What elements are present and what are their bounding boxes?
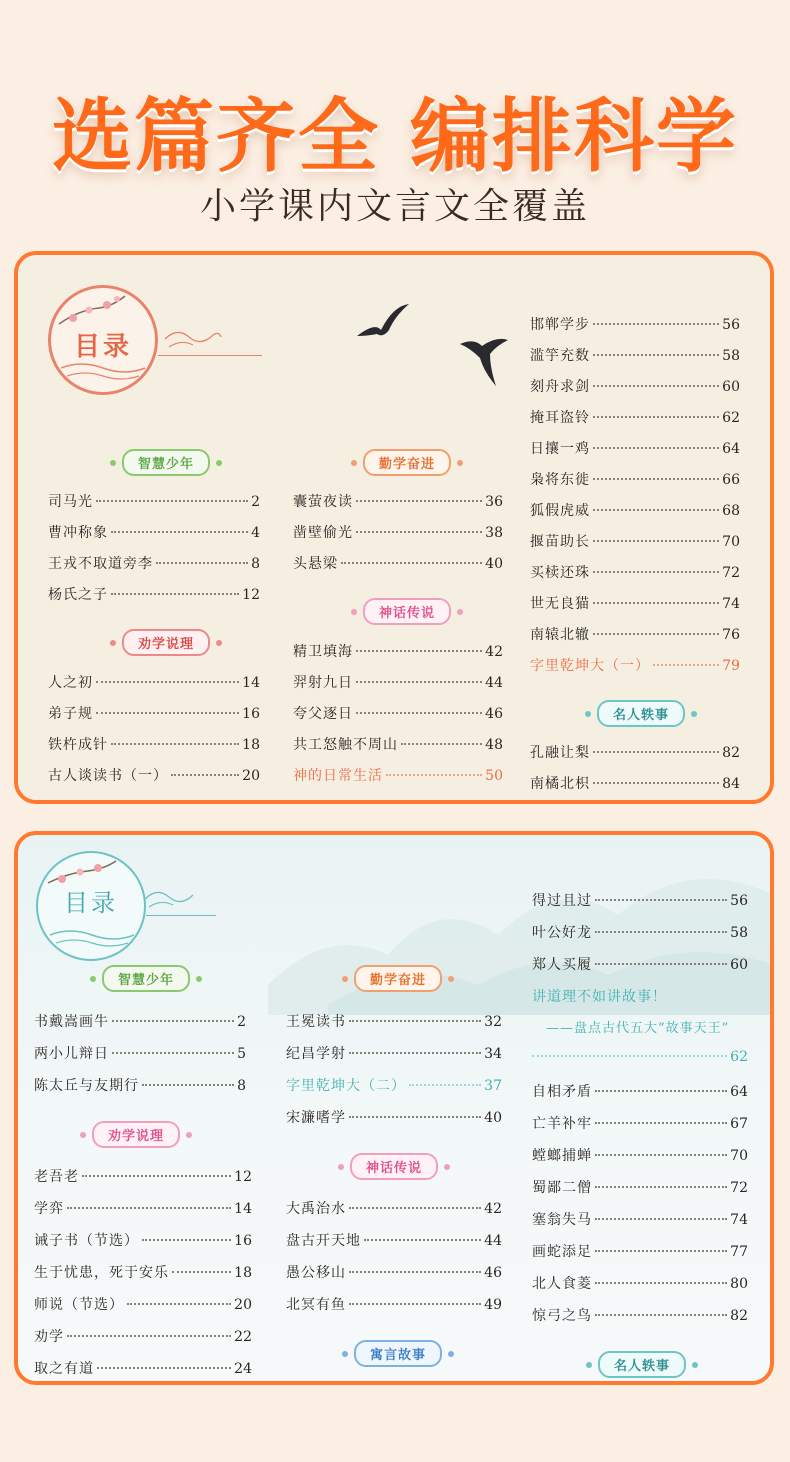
toc-entry[interactable]: 得过且过 56 bbox=[532, 893, 748, 909]
toc-logo-text: 目录 bbox=[64, 889, 118, 917]
toc-entry[interactable]: 北人食菱 80 bbox=[532, 1276, 748, 1292]
toc-entry[interactable]: 老吾老 12 bbox=[34, 1169, 252, 1185]
toc-entry-highlight[interactable]: 62 bbox=[532, 1049, 748, 1065]
toc-entry[interactable]: 狐假虎威 68 bbox=[530, 503, 740, 519]
toc-logo bbox=[36, 851, 146, 961]
toc-entry[interactable]: 画蛇添足 77 bbox=[532, 1244, 748, 1260]
toc-panel-2 bbox=[14, 831, 774, 1385]
toc-entry[interactable]: 揠苗助长 70 bbox=[530, 534, 740, 550]
toc-entry[interactable]: 王冕读书 32 bbox=[286, 1014, 502, 1030]
toc-entry[interactable]: 惊弓之鸟 82 bbox=[532, 1308, 748, 1324]
toc-entry[interactable]: 杨氏之子 12 bbox=[48, 587, 260, 603]
toc-entry[interactable]: 凿壁偷光 38 bbox=[293, 525, 503, 541]
toc-entry-highlight[interactable]: 神的日常生活 50 bbox=[293, 768, 503, 784]
section-badge-myth: 神话传说 bbox=[345, 598, 469, 625]
section-badge-diligence: 勤学奋进 bbox=[336, 965, 460, 992]
swallow-bird-icon bbox=[353, 300, 413, 345]
toc-entry[interactable]: 囊萤夜读 36 bbox=[293, 494, 503, 510]
toc-entry[interactable]: 大禹治水 42 bbox=[286, 1201, 502, 1217]
section-badge-fables: 寓言故事 bbox=[336, 1340, 460, 1367]
toc-entry-highlight[interactable]: 字里乾坤大（一） 79 bbox=[530, 658, 740, 674]
toc-entry[interactable]: 羿射九日 44 bbox=[293, 675, 503, 691]
toc-entry[interactable]: 诫子书（节选） 16 bbox=[34, 1233, 252, 1249]
feature-note-title[interactable]: 讲道理不如讲故事！ bbox=[532, 989, 667, 1005]
toc-entry[interactable]: 共工怒触不周山 48 bbox=[293, 737, 503, 753]
toc-entry[interactable]: 书戴嵩画牛 2 bbox=[34, 1014, 246, 1030]
decorative-line bbox=[158, 355, 262, 356]
toc-entry[interactable]: 枭将东徙 66 bbox=[530, 472, 740, 488]
cloud-swirl-icon bbox=[163, 325, 223, 351]
toc-entry[interactable]: 陈太丘与友期行 8 bbox=[34, 1078, 246, 1094]
toc-entry[interactable]: 劝学 22 bbox=[34, 1329, 252, 1345]
toc-entry[interactable]: 生于忧患，死于安乐 18 bbox=[34, 1265, 252, 1281]
toc-entry[interactable]: 愚公移山 46 bbox=[286, 1265, 502, 1281]
hero-title: 选篇齐全 编排科学 bbox=[52, 90, 738, 183]
toc-logo-text: 目录 bbox=[73, 332, 132, 362]
toc-entry[interactable]: 头悬梁 40 bbox=[293, 556, 503, 572]
toc-entry[interactable]: 精卫填海 42 bbox=[293, 644, 503, 660]
toc-entry[interactable]: 孔融让梨 82 bbox=[530, 745, 740, 761]
toc-entry[interactable]: 蜀鄙二僧 72 bbox=[532, 1180, 748, 1196]
feature-note-subtitle: ——盘点古代五大“故事天王” bbox=[546, 1021, 730, 1036]
toc-entry[interactable]: 盘古开天地 44 bbox=[286, 1233, 502, 1249]
toc-entry[interactable]: 南橘北枳 84 bbox=[530, 776, 740, 792]
toc-entry[interactable]: 学弈 14 bbox=[34, 1201, 252, 1217]
toc-logo bbox=[48, 285, 158, 395]
swallow-bird-icon bbox=[456, 330, 511, 390]
toc-entry[interactable]: 亡羊补牢 67 bbox=[532, 1116, 748, 1132]
section-badge-diligence: 勤学奋进 bbox=[345, 449, 469, 476]
toc-entry[interactable]: 叶公好龙 58 bbox=[532, 925, 748, 941]
toc-entry[interactable]: 曹冲称象 4 bbox=[48, 525, 260, 541]
toc-entry[interactable]: 塞翁失马 74 bbox=[532, 1212, 748, 1228]
toc-entry[interactable]: 人之初 14 bbox=[48, 675, 260, 691]
toc-entry[interactable]: 世无良猫 74 bbox=[530, 596, 740, 612]
toc-entry[interactable]: 邯郸学步 56 bbox=[530, 317, 740, 333]
toc-entry[interactable]: 滥竽充数 58 bbox=[530, 348, 740, 364]
hero-subtitle: 小学课内文言文全覆盖 bbox=[199, 186, 590, 227]
toc-entry[interactable]: 纪昌学射 34 bbox=[286, 1046, 502, 1062]
section-badge-anecdotes: 名人轶事 bbox=[579, 700, 703, 727]
toc-entry[interactable]: 郑人买履 60 bbox=[532, 957, 748, 973]
toc-entry[interactable]: 宋濂嗜学 40 bbox=[286, 1110, 502, 1126]
toc-entry[interactable]: 刻舟求剑 60 bbox=[530, 379, 740, 395]
toc-entry[interactable]: 北冥有鱼 49 bbox=[286, 1297, 502, 1313]
toc-entry[interactable]: 买椟还珠 72 bbox=[530, 565, 740, 581]
cloud-swirl-icon bbox=[143, 885, 199, 911]
toc-entry[interactable]: 南辕北辙 76 bbox=[530, 627, 740, 643]
toc-entry[interactable]: 两小儿辩日 5 bbox=[34, 1046, 246, 1062]
section-badge-anecdotes: 名人轶事 bbox=[580, 1351, 704, 1378]
decorative-line bbox=[146, 915, 216, 916]
toc-entry[interactable]: 王戎不取道旁李 8 bbox=[48, 556, 260, 572]
section-badge-advice: 劝学说理 bbox=[104, 629, 228, 656]
section-badge-advice: 劝学说理 bbox=[74, 1121, 198, 1148]
toc-entry[interactable]: 夸父逐日 46 bbox=[293, 706, 503, 722]
toc-entry[interactable]: 古人谈读书（一） 20 bbox=[48, 768, 260, 784]
toc-entry[interactable]: 师说（节选） 20 bbox=[34, 1297, 252, 1313]
section-badge-smart-youth: 智慧少年 bbox=[104, 449, 228, 476]
toc-panel-1 bbox=[14, 251, 774, 804]
toc-entry[interactable]: 铁杵成针 18 bbox=[48, 737, 260, 753]
section-badge-smart-youth: 智慧少年 bbox=[84, 965, 208, 992]
toc-entry[interactable]: 螳螂捕蝉 70 bbox=[532, 1148, 748, 1164]
section-badge-myth: 神话传说 bbox=[332, 1153, 456, 1180]
toc-entry[interactable]: 日攘一鸡 64 bbox=[530, 441, 740, 457]
toc-entry[interactable]: 取之有道 24 bbox=[34, 1361, 252, 1377]
toc-entry[interactable]: 弟子规 16 bbox=[48, 706, 260, 722]
toc-entry[interactable]: 掩耳盗铃 62 bbox=[530, 410, 740, 426]
toc-entry-highlight[interactable]: 字里乾坤大（二） 37 bbox=[286, 1078, 502, 1094]
toc-entry[interactable]: 自相矛盾 64 bbox=[532, 1084, 748, 1100]
toc-entry[interactable]: 司马光 2 bbox=[48, 494, 260, 510]
